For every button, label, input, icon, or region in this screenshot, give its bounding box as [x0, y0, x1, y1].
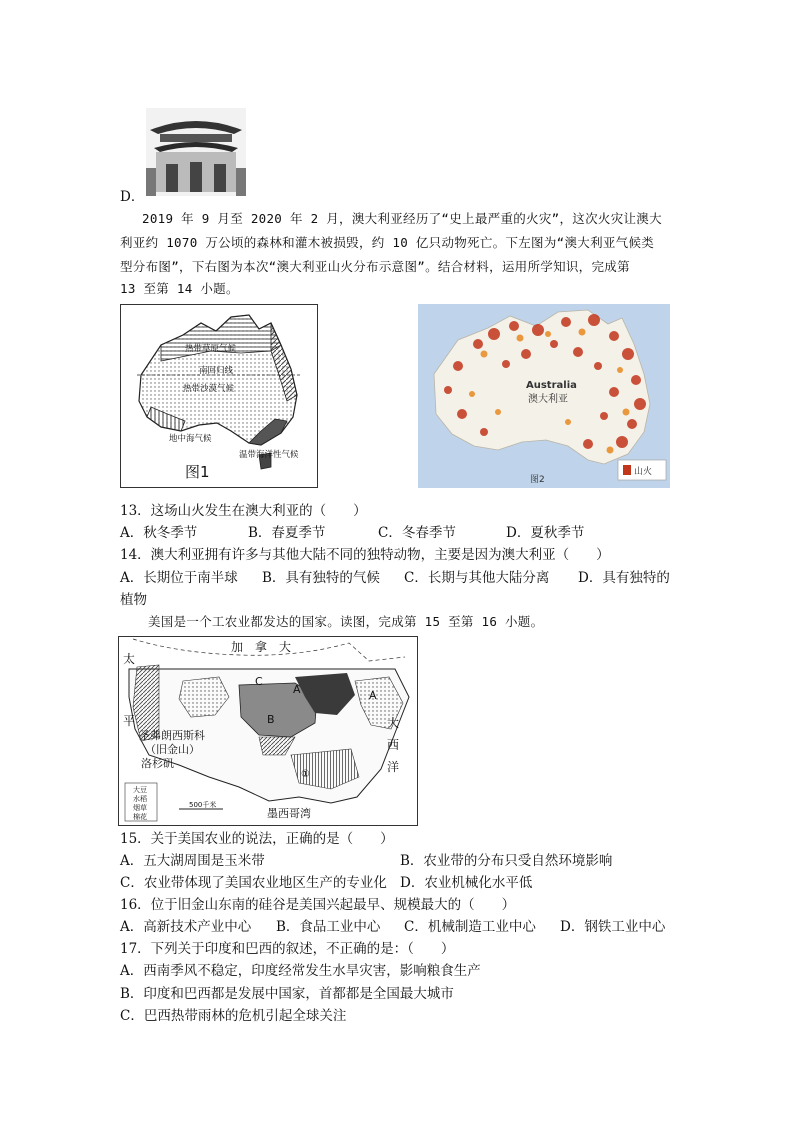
intro-line-3: 型分布图”，下右图为本次“澳大利亚山火分布示意图”。结合材料，运用所学知识，完成第 [120, 259, 630, 274]
fig2-country-zh: 澳大利亚 [528, 394, 568, 405]
q14-stem: 14．澳大利亚拥有许多与其他大陆不同的独特动物，主要是因为澳大利亚（ ） [120, 547, 610, 563]
label-mediterranean: 地中海气候 [169, 434, 212, 444]
q16-option-b: B．食品工业中心 [276, 919, 381, 935]
us-atlantic-1: 大 [387, 716, 400, 730]
q15-stem: 15．关于美国农业的说法，正确的是（ ） [120, 831, 394, 847]
q14-option-c: C．长期与其他大陆分离 [404, 570, 550, 586]
us-atlantic-2: 西 [387, 738, 400, 752]
us-label-b: B [267, 713, 275, 726]
intro-line-4: 13 至第 14 小题。 [120, 281, 239, 296]
q15-option-b: B．农业带的分布只受自然环境影响 [400, 853, 613, 869]
us-scale-label: 500千米 [189, 801, 217, 809]
us-ocean-label: 平 [123, 714, 136, 728]
fig2-legend: 山火 [634, 467, 653, 477]
label-tropical-grassland: 热带草原气候 [185, 344, 237, 354]
q17-stem: 17．下列关于印度和巴西的叙述，不正确的是：（ ） [120, 941, 455, 957]
q15-option-d: D．农业机械化水平低 [400, 875, 533, 891]
q13-option-a: A．秋冬季节 [120, 525, 198, 541]
intro-line-2: 利亚约 1070 万公顷的森林和灌木被损毁，约 10 亿只动物死亡。下左图为“澳大利亚气候类 [120, 235, 655, 250]
q16-option-a: A．高新技术产业中心 [120, 919, 252, 935]
q16-option-c: C．机械制造工业中心 [404, 919, 536, 935]
option-d-label: D． [120, 189, 145, 205]
label-temperate-oceanic: 温带海洋性气候 [239, 450, 299, 460]
q15-option-a: A．五大湖周围是玉米带 [120, 853, 265, 869]
q14-option-a: A．长期位于南半球 [120, 570, 238, 586]
pavilion-image [146, 108, 246, 196]
q17-option-b: B．印度和巴西都是发展中国家，首都都是全国最大城市 [120, 986, 454, 1002]
q15-option-c: C．农业带体现了美国农业地区生产的专业化 [120, 875, 387, 891]
us-label-1: ① [301, 769, 310, 780]
q16-stem: 16．位于旧金山东南的硅谷是美国兴起最早、规模最大的（ ） [120, 897, 516, 913]
us-sf-label: 圣弗朗西斯科 [139, 729, 205, 742]
intro-line-1: 2019 年 9 月至 2020 年 2 月，澳大利亚经历了“史上最严重的火灾”，这次火灾让澳大 [142, 211, 662, 226]
fig2-country-en: Australia [526, 380, 577, 391]
label-tropic: 南回归线 [199, 366, 234, 376]
fig2-caption: 图2 [530, 475, 545, 485]
q14-option-b: B．具有独特的气候 [262, 570, 380, 586]
intro-15: 美国是一个工农业都发达的国家。读图，完成第 15 至第 16 小题。 [148, 614, 544, 629]
q14-option-d-cont: 植物 [120, 592, 147, 608]
us-canada-label: 加 拿 大 [231, 640, 292, 654]
us-label-c: C [255, 675, 263, 688]
legend-cotton: 棉花 [133, 813, 147, 821]
legend-tobacco: 烟草 [133, 804, 147, 812]
us-label-a1: A [293, 683, 301, 696]
us-gulf-label: 墨西哥湾 [267, 807, 311, 820]
q13-option-c: C．冬春季节 [378, 525, 456, 541]
us-pacific-label: 太 [123, 652, 136, 666]
australia-fire-map [418, 304, 670, 488]
us-agriculture-map [118, 636, 418, 826]
q13-option-d: D．夏秋季节 [506, 525, 585, 541]
us-atlantic-3: 洋 [387, 760, 400, 774]
q13-option-b: B．春夏季节 [248, 525, 326, 541]
q14-option-d: D．具有独特的 [578, 570, 670, 586]
label-tropical-desert: 热带沙漠气候 [183, 384, 235, 394]
q17-option-a: A．西南季风不稳定，印度经常发生水旱灾害，影响粮食生产 [120, 963, 481, 979]
q17-option-c: C．巴西热带雨林的危机引起全球关注 [120, 1008, 347, 1024]
q13-stem: 13．这场山火发生在澳大利亚的（ ） [120, 503, 367, 519]
australia-climate-map [120, 304, 318, 488]
legend-soy: 大豆 [133, 786, 147, 794]
us-la-label: 洛杉矶 [141, 757, 174, 770]
q16-option-d: D．钢铁工业中心 [560, 919, 666, 935]
legend-rice: 水稻 [133, 795, 147, 803]
fig1-caption: 图1 [185, 463, 210, 481]
us-label-a2: A [369, 689, 377, 702]
us-sf-paren-label: （旧金山） [145, 743, 200, 756]
